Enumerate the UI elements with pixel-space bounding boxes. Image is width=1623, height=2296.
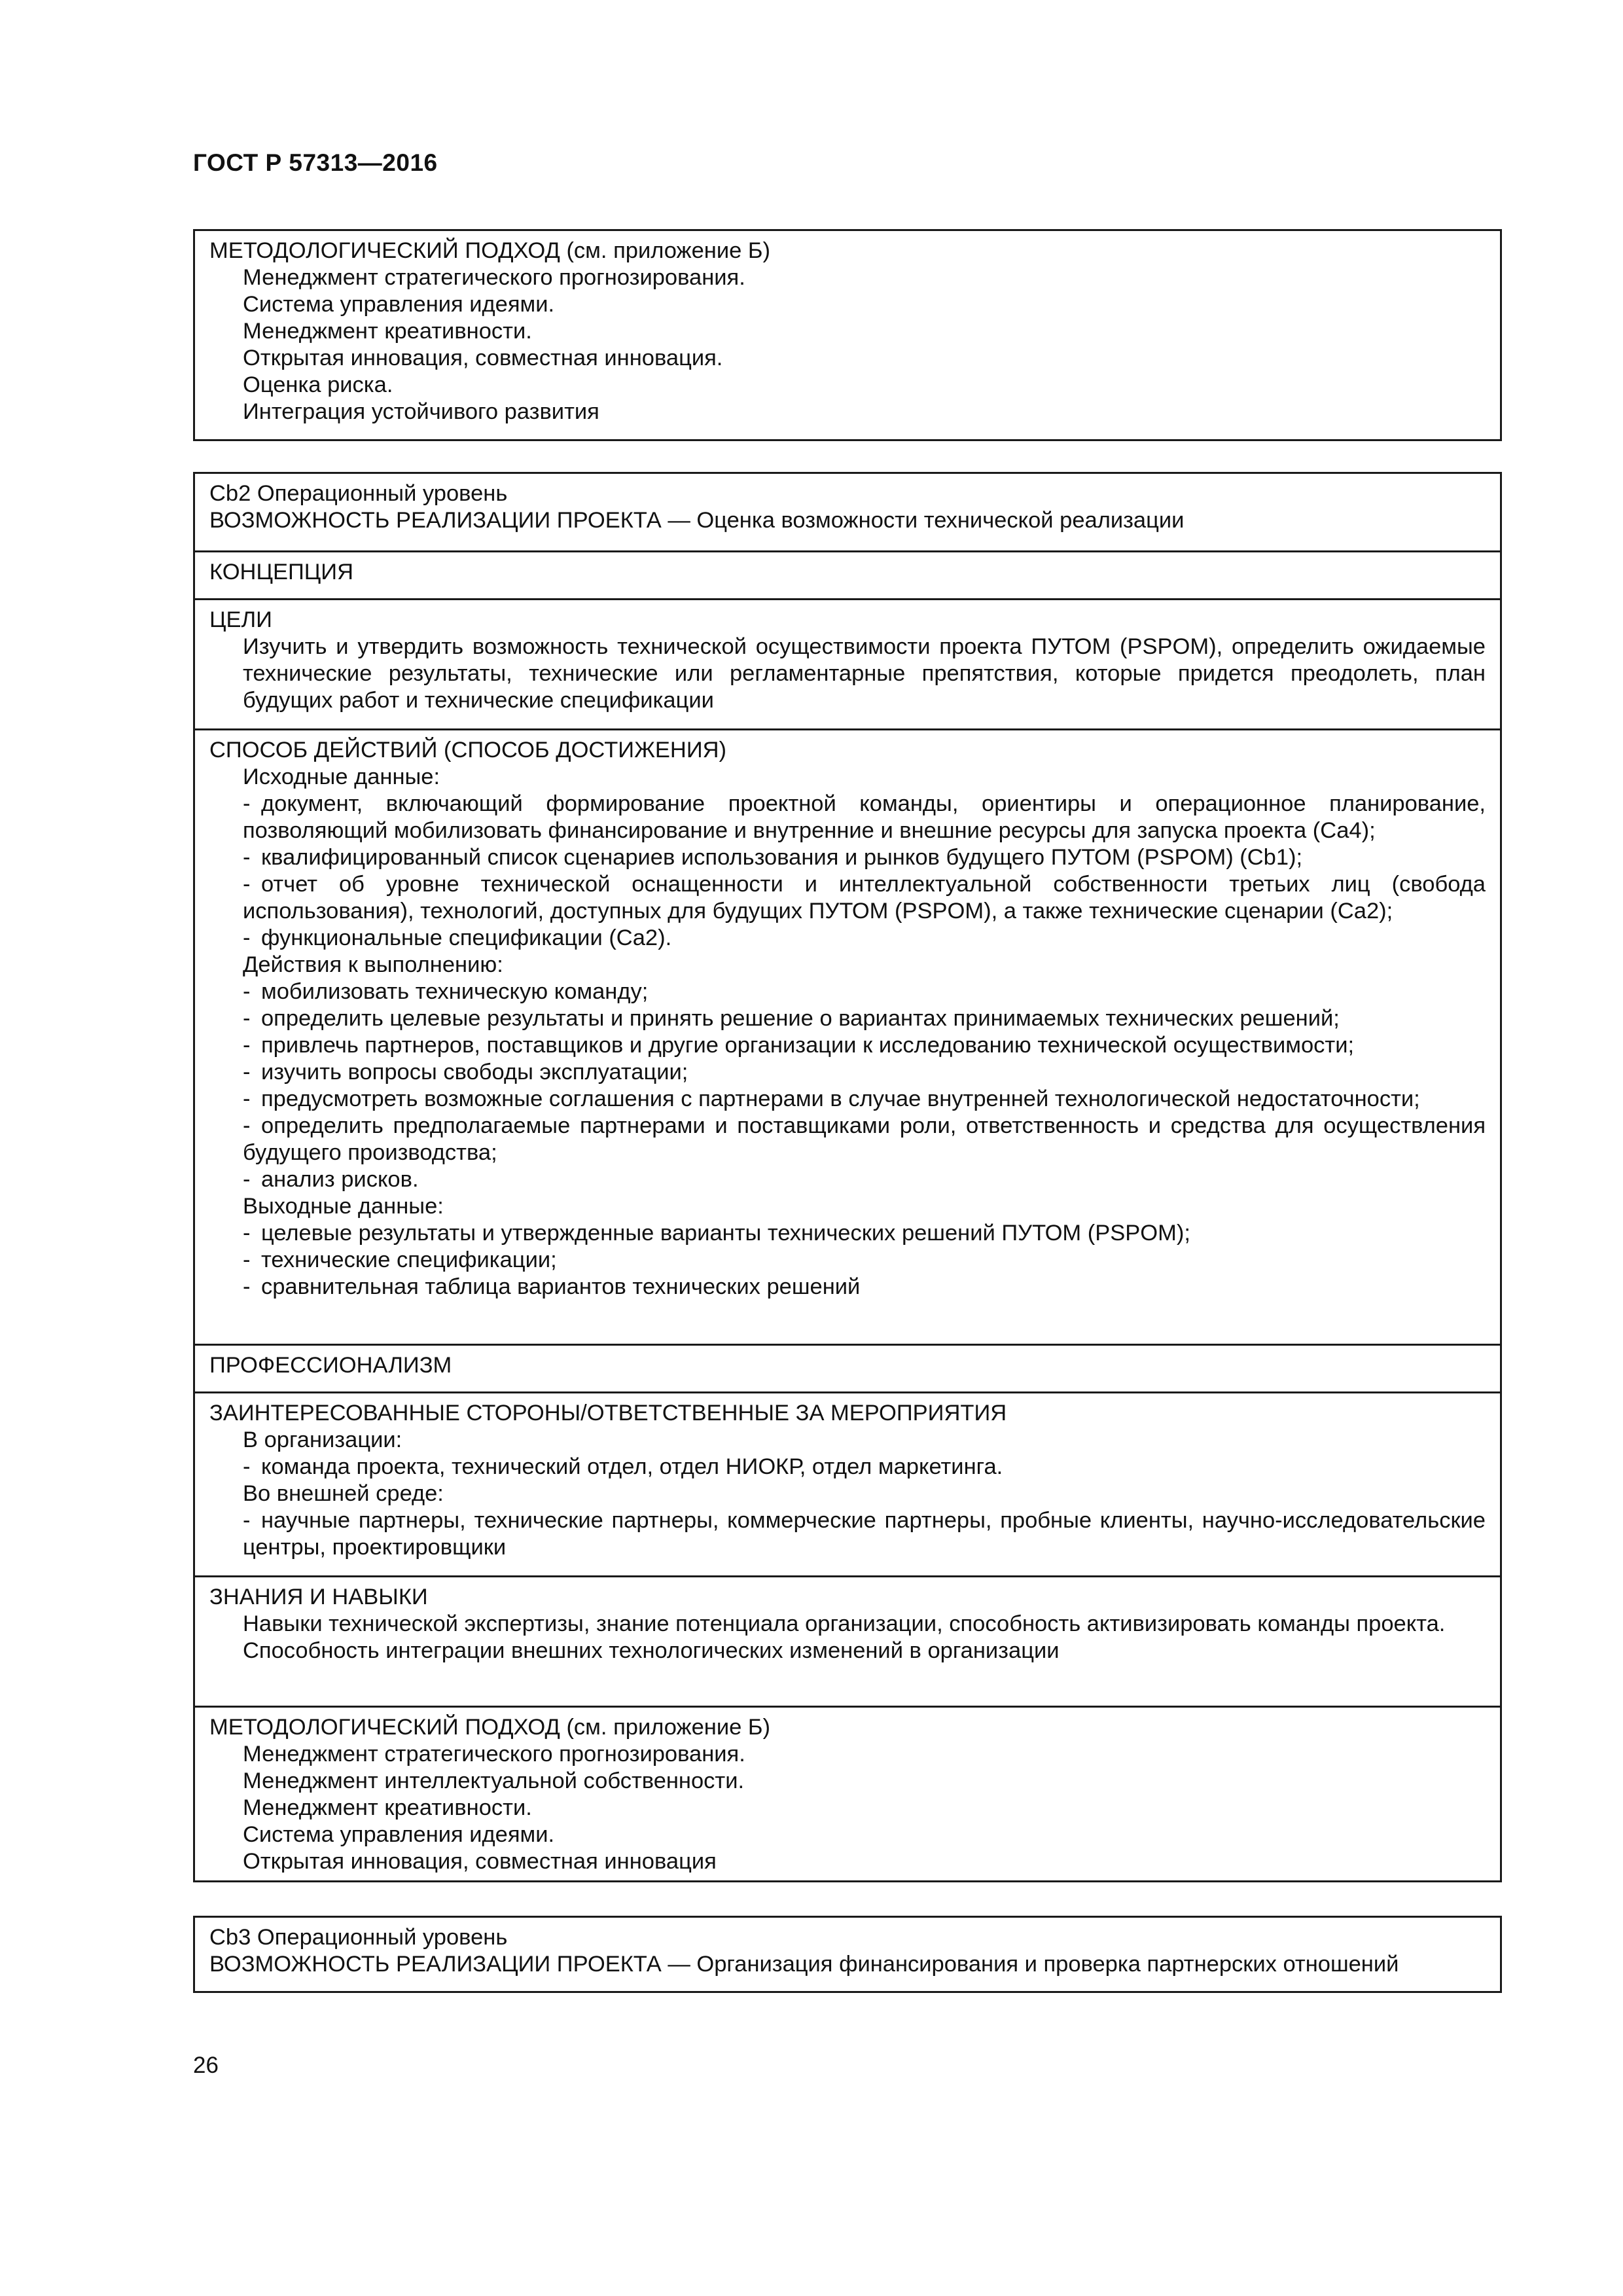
methodology-title: МЕТОДОЛОГИЧЕСКИЙ ПОДХОД (см. приложение Б) bbox=[209, 1715, 771, 1740]
methodology-item: Менеджмент стратегического прогнозирования. bbox=[243, 265, 745, 290]
action-item: - определить целевые результаты и принять решение о вариантах принимаемых технических решений; bbox=[243, 1006, 1340, 1031]
cb2-table bbox=[193, 472, 1502, 1882]
goals-text: Изучить и утвердить возможность технической осуществимости проекта ПУТОМ (PSPOM), определить ожидаемые технические результаты, технические или регламентарные препятствия, которые придется преодолеть, план будущих работ и технические спецификации bbox=[243, 634, 1486, 713]
cb2-level-label: Cb2 Операционный уровень bbox=[209, 481, 508, 506]
output-label: Выходные данные: bbox=[243, 1194, 444, 1219]
methodology-item: Менеджмент креативности. bbox=[243, 319, 532, 344]
output-item: - сравнительная таблица вариантов технических решений bbox=[243, 1274, 861, 1299]
internal-label: В организации: bbox=[243, 1427, 402, 1452]
external-item: - научные партнеры, технические партнеры, коммерческие партнеры, пробные клиенты, научно-исследовательские центры, проектировщики bbox=[243, 1508, 1486, 1560]
method-cell bbox=[195, 728, 1500, 1344]
input-label: Исходные данные: bbox=[243, 764, 440, 789]
knowledge-item: Навыки технической экспертизы, знание потенциала организации, способность активизировать команды проекта. bbox=[243, 1611, 1446, 1636]
methodology-box-ca bbox=[193, 229, 1502, 441]
knowledge-cell bbox=[195, 1575, 1500, 1706]
actions-label: Действия к выполнению: bbox=[243, 952, 503, 977]
input-item: - функциональные спецификации (Ca2). bbox=[243, 925, 672, 950]
methodology-title: МЕТОДОЛОГИЧЕСКИЙ ПОДХОД (см. приложение Б) bbox=[209, 238, 771, 263]
input-item: - документ, включающий формирование проектной команды, ориентиры и операционное планирование, позволяющий мобилизовать финансирование и внутренние и внешние ресурсы для запуска проекта (Ca4); bbox=[243, 791, 1486, 843]
methodology-item: Менеджмент интеллектуальной собственности. bbox=[243, 1768, 745, 1793]
methodology-item: Интеграция устойчивого развития bbox=[243, 399, 599, 424]
methodology-cell-cb2 bbox=[195, 1706, 1500, 1873]
methodology-item: Оценка риска. bbox=[243, 372, 393, 397]
knowledge-title: ЗНАНИЯ И НАВЫКИ bbox=[209, 1585, 428, 1609]
action-item: - предусмотреть возможные соглашения с партнерами в случае внутренней технологической недостаточности; bbox=[243, 1086, 1420, 1111]
methodology-item: Открытая инновация, совместная инновация. bbox=[243, 346, 723, 370]
professionalism-cell bbox=[195, 1344, 1500, 1391]
methodology-item: Менеджмент стратегического прогнозирования. bbox=[243, 1742, 745, 1767]
stakeholders-title: ЗАИНТЕРЕСОВАННЫЕ СТОРОНЫ/ОТВЕТСТВЕННЫЕ ЗА МЕРОПРИЯТИЯ bbox=[209, 1401, 1007, 1426]
cb3-heading-cell bbox=[195, 1918, 1500, 1991]
concept-title: КОНЦЕПЦИЯ bbox=[209, 560, 354, 584]
cb3-table bbox=[193, 1916, 1502, 1993]
knowledge-item: Способность интеграции внешних технологических изменений в организации bbox=[243, 1638, 1060, 1663]
professionalism-title: ПРОФЕССИОНАЛИЗМ bbox=[209, 1353, 452, 1378]
concept-cell bbox=[195, 550, 1500, 598]
methodology-item: Система управления идеями. bbox=[243, 1822, 555, 1847]
methodology-item: Система управления идеями. bbox=[243, 292, 555, 317]
methodology-cell bbox=[195, 231, 1500, 439]
methodology-item: Менеджмент креативности. bbox=[243, 1795, 532, 1820]
action-item: - анализ рисков. bbox=[243, 1167, 419, 1192]
goals-title: ЦЕЛИ bbox=[209, 607, 272, 632]
document-header: ГОСТ Р 57313—2016 bbox=[193, 149, 438, 176]
action-item: - привлечь партнеров, поставщиков и другие организации к исследованию технической осуществимости; bbox=[243, 1033, 1355, 1058]
input-item: - отчет об уровне технической оснащенности и интеллектуальной собственности третьих лиц (свобода использования), технологий, доступных для будущих ПУТОМ (PSPOM), а также технические сценарии (Ca2); bbox=[243, 872, 1486, 924]
methodology-item: Открытая инновация, совместная инновация bbox=[243, 1849, 717, 1873]
output-item: - целевые результаты и утвержденные варианты технических решений ПУТОМ (PSPOM); bbox=[243, 1221, 1190, 1246]
stakeholders-cell bbox=[195, 1391, 1500, 1575]
input-item: - квалифицированный список сценариев использования и рынков будущего ПУТОМ (PSPOM) (Cb1); bbox=[243, 845, 1303, 870]
action-item: - изучить вопросы свободы эксплуатации; bbox=[243, 1060, 688, 1085]
external-label: Во внешней среде: bbox=[243, 1481, 444, 1506]
method-title: СПОСОБ ДЕЙСТВИЙ (СПОСОБ ДОСТИЖЕНИЯ) bbox=[209, 738, 727, 762]
cb2-heading-cell bbox=[195, 474, 1500, 550]
output-item: - технические спецификации; bbox=[243, 1247, 557, 1272]
cb3-title: ВОЗМОЖНОСТЬ РЕАЛИЗАЦИИ ПРОЕКТА — Организация финансирования и проверка партнерских отношений bbox=[209, 1952, 1399, 1977]
goals-cell bbox=[195, 598, 1500, 728]
page-number: 26 bbox=[193, 2053, 219, 2078]
action-item: - определить предполагаемые партнерами и поставщиками роли, ответственность и средства для осуществления будущего производства; bbox=[243, 1113, 1486, 1165]
cb3-level-label: Cb3 Операционный уровень bbox=[209, 1925, 508, 1950]
cb2-title: ВОЗМОЖНОСТЬ РЕАЛИЗАЦИИ ПРОЕКТА — Оценка возможности технической реализации bbox=[209, 508, 1185, 533]
internal-item: - команда проекта, технический отдел, отдел НИОКР, отдел маркетинга. bbox=[243, 1454, 1003, 1479]
action-item: - мобилизовать техническую команду; bbox=[243, 979, 649, 1004]
